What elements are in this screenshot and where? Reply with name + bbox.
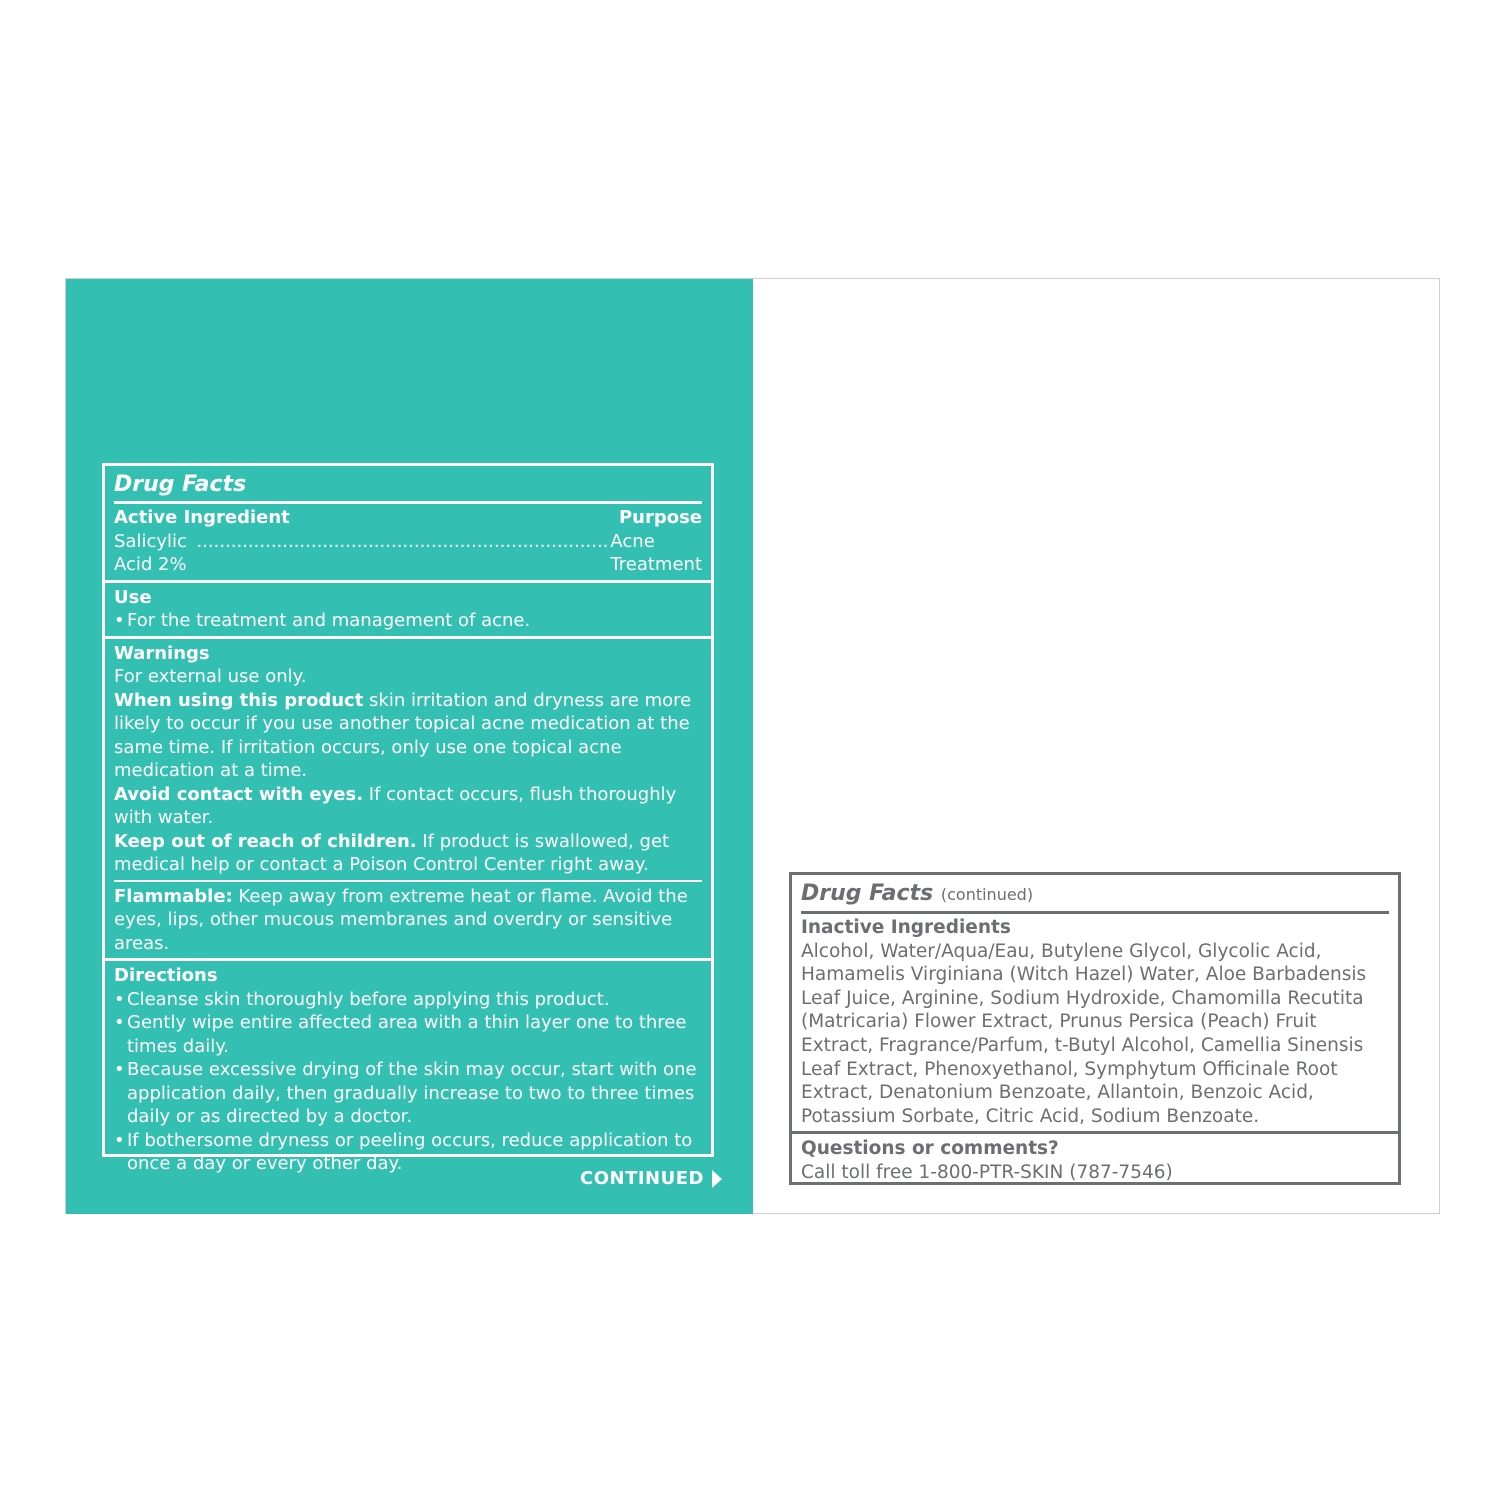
continued-suffix: (continued) bbox=[940, 885, 1034, 904]
continued-indicator bbox=[580, 1168, 722, 1189]
direction-item: • Gently wipe entire affected area with a thin layer one to three times daily. bbox=[114, 1012, 687, 1057]
use-item: • For the treatment and management of acne. bbox=[114, 609, 702, 633]
section-divider bbox=[105, 580, 711, 583]
ingredient-purpose: Acne Treatment bbox=[610, 530, 702, 575]
continued-label: CONTINUED bbox=[580, 1168, 704, 1189]
direction-item: • Cleanse skin thoroughly before applying this product. bbox=[114, 988, 610, 1010]
direction-item: • Because excessive drying of the skin may occur, start with one application daily, then gradually increase to two to three times daily or as directed by a doctor. bbox=[114, 1059, 697, 1127]
drug-facts-continued-box bbox=[789, 872, 1401, 1185]
questions-text: Call toll free 1-800-PTR-SKIN (787-7546) bbox=[801, 1161, 1173, 1183]
active-ingredient-header bbox=[114, 506, 702, 530]
drug-facts-continued-title: Drug Facts (continued) bbox=[801, 881, 1034, 906]
warning-when-using: When using this product skin irritation and dryness are more likely to occur if you use another topical acne medication at the same time. If irritation occurs, only use one topical acne medication at a time. bbox=[114, 689, 692, 781]
ingredient-row bbox=[114, 530, 702, 577]
section-divider bbox=[105, 958, 711, 961]
inactive-ingredients-text: Alcohol, Water/Aqua/Eau, Butylene Glycol, Glycolic Acid, Hamamelis Virginiana (Witch Hazel) Water, Aloe Barbadensis Leaf Juice, Arginine, Sodium Hydroxide, Chamomilla Recutita (Matricaria) Flower Extract, Prunus Persica (Peach) Fruit Extract, Fragrance/Parfum, t-Butyl Alcohol, Camellia Sinensis Leaf Extract, Phenoxyethanol, Symphytum Officinale Root Extract, Denatonium Benzoate, Allantoin, Benzoic Acid, Potassium Sorbate, Citric Acid, Sodium Benzoate. bbox=[801, 940, 1367, 1127]
drug-facts-title: Drug Facts bbox=[114, 472, 247, 497]
warning-avoid-eyes: Avoid contact with eyes. If contact occurs, flush thoroughly with water. bbox=[114, 783, 677, 828]
active-ingredient-label: Active Ingredient bbox=[114, 507, 290, 528]
title-rule bbox=[114, 501, 702, 504]
ingredient-leader: ........................................................................ bbox=[196, 530, 609, 552]
warnings-external: For external use only. bbox=[114, 666, 307, 687]
use-text: For the treatment and management of acne. bbox=[127, 610, 531, 631]
section-divider bbox=[792, 1131, 1398, 1134]
thin-divider bbox=[114, 880, 702, 882]
questions-heading: Questions or comments? bbox=[801, 1138, 1059, 1160]
warning-flammable: Flammable: Keep away from extreme heat or flame. Avoid the eyes, lips, other mucous membranes and overdry or sensitive areas. bbox=[114, 885, 688, 954]
warning-keep-out: Keep out of reach of children. If product is swallowed, get medical help or contact a Poison Control Center right away. bbox=[114, 830, 670, 875]
drug-facts-box bbox=[102, 463, 714, 1174]
ingredient-name: Salicylic Acid 2% bbox=[114, 530, 187, 575]
direction-item: • If bothersome dryness or peeling occurs, reduce application to once a day or every other day. bbox=[114, 1129, 693, 1174]
section-divider bbox=[105, 636, 711, 639]
purpose-label: Purpose bbox=[618, 507, 702, 528]
directions-heading: Directions bbox=[114, 965, 218, 986]
use-heading: Use bbox=[114, 586, 152, 608]
inactive-ingredients-heading: Inactive Ingredients bbox=[801, 917, 1011, 938]
title-rule bbox=[801, 911, 1389, 914]
arrow-right-icon bbox=[712, 1170, 722, 1188]
warnings-heading: Warnings bbox=[114, 642, 210, 664]
